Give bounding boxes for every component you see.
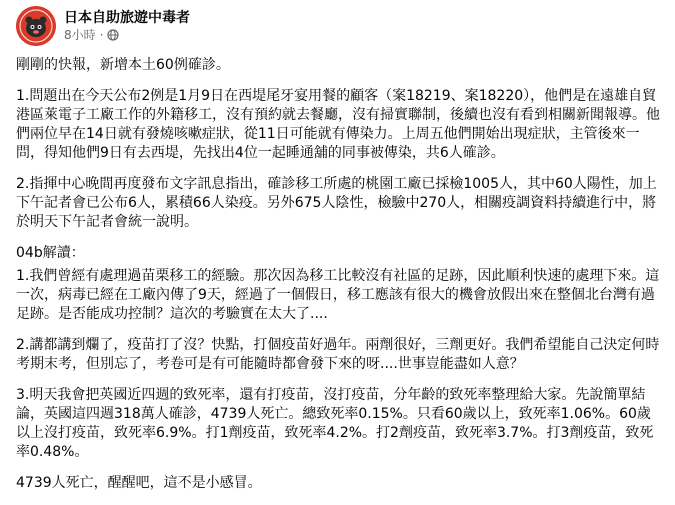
globe-icon[interactable] <box>107 29 119 41</box>
post-body <box>16 56 664 505</box>
post-paragraph: 2.指揮中心晚間再度發布文字訊息指出，確診移工所處的桃園工廠已採檢1005人，其中60人陽性，加上下午記者會已公布6人，累積66人染疫。另外675人陰性，檢驗中270人，相關疫調資料持續進行中，將於明天下午記者會統一說明。 <box>16 176 657 230</box>
post-paragraph: 1.問題出在今天公布2例是1月9日在西堤尾牙宴用餐的顧客（案18219、案18220），他們是在遠雄自貿港區萊電子工廠工作的外籍移工，沒有預約就去餐廳，沒有掃實聯制，後續也沒有看到相關新聞報導。他們兩位早在14日就有發燒咳嗽症狀，從11日可能就有傳染力。上周五他們開始出現症狀，主管後來一問，得知他們9日有去西堤，先找出4位一起睡通舖的同事被傳染，共6人確診。 <box>16 88 660 161</box>
post-paragraph: 2.講都講到爛了，疫苗打了沒？快點，打個疫苗好過年。兩劑很好，三劑更好。我們希望能自己決定何時考期末考，但別忘了，考卷可是有可能隨時都會發下來的呀....世事豈能盡如人意？ <box>16 337 660 372</box>
page-name-link[interactable]: 日本自助旅遊中毒者 <box>64 10 190 26</box>
post-paragraph: 04b解讀： <box>16 245 85 261</box>
post-timestamp[interactable]: 8小時 <box>64 28 96 42</box>
post-paragraph: 1.我們曾經有處理過苗栗移工的經驗。那次因為移工比較沒有社區的足跡，因此順利快速的處理下來。這一次，病毒已經在工廠內傳了9天，經過了一個假日，移工應該有很大的機會放假出來在整個北台灣有過足跡。是否能成功控制？這次的考驗實在太大了.... <box>16 268 660 322</box>
post-paragraph: 4739人死亡，醒醒吧，這不是小感冒。 <box>16 475 262 491</box>
post-paragraph: 剛剛的快報，新增本土60例確診。 <box>16 57 230 73</box>
post-time-row <box>64 27 190 43</box>
post-header <box>16 6 190 46</box>
page-avatar[interactable] <box>16 6 56 46</box>
separator-dot: · <box>99 28 104 42</box>
avatar-mascot-icon <box>16 6 56 46</box>
post-paragraph: 3.明天我會把英國近四週的致死率，還有打疫苗，沒打疫苗，分年齡的致死率整理給大家。先說簡單結論，英國這四週318萬人確診，4739人死亡。總致死率0.15%。只看60歲以上，致死率1.06%。60歲以上沒打疫苗，致死率6.9%。打1劑疫苗，致死率4.2%。打2劑疫苗，致死率3.7%。打3劑疫苗，致死率0.48%。 <box>16 387 654 460</box>
post-meta <box>64 9 190 43</box>
